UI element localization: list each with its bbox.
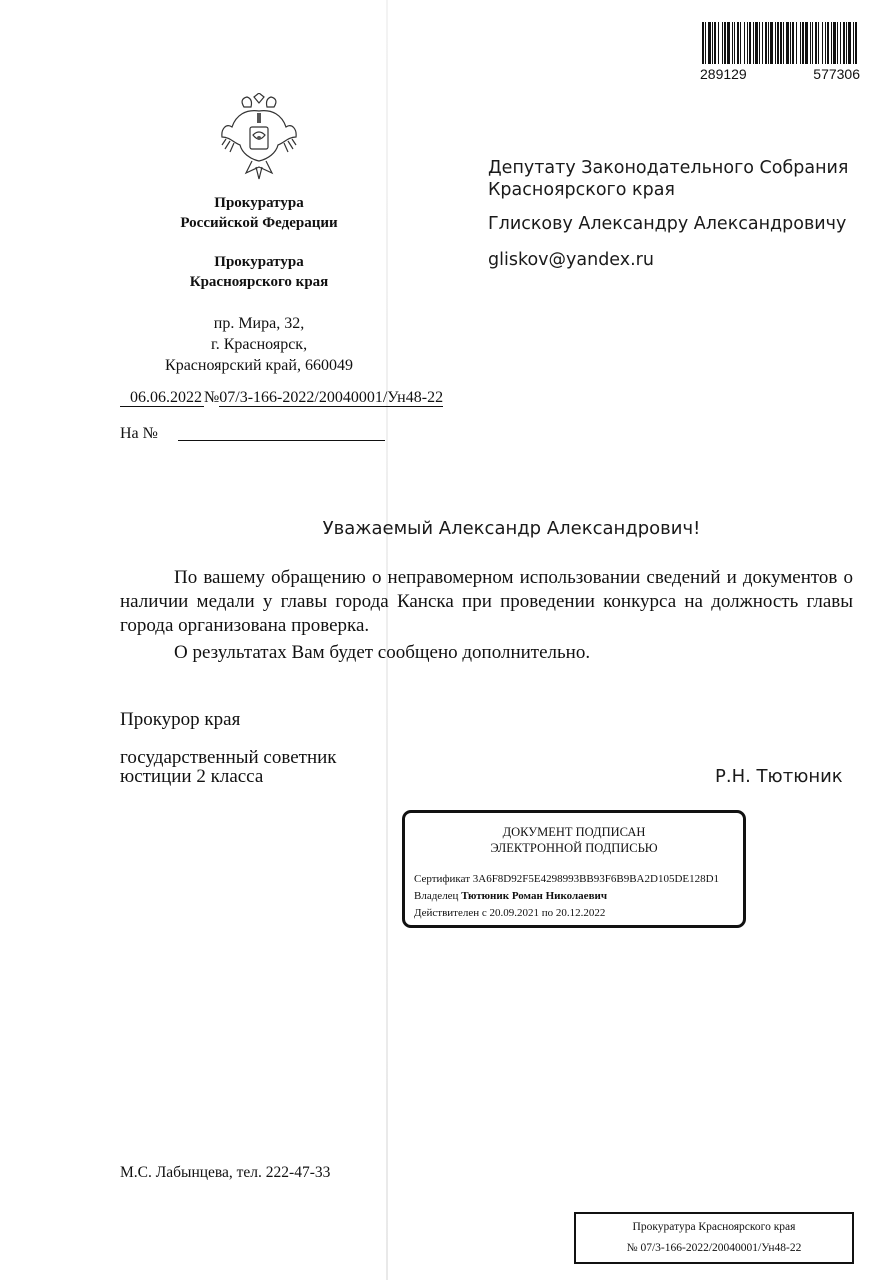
barcode-bar — [800, 22, 801, 64]
barcode-bar — [825, 22, 826, 64]
barcode-bar — [840, 22, 841, 64]
executor-contact: М.С. Лабынцева, тел. 222-47-33 — [120, 1164, 331, 1181]
barcode-bar — [775, 22, 776, 64]
barcode-bar — [831, 22, 832, 64]
barcode-bar — [753, 22, 754, 64]
barcode-bar — [848, 22, 851, 64]
org1-line2: Российской Федерации — [180, 215, 338, 231]
barcode-bar — [737, 22, 739, 64]
barcode-bar — [805, 22, 808, 64]
barcode-bar — [783, 22, 784, 64]
barcode-bar — [792, 22, 794, 64]
reference-blank — [178, 440, 385, 441]
issuer-address — [140, 313, 378, 376]
barcode-bar — [732, 22, 733, 64]
barcode-bar — [843, 22, 845, 64]
electronic-signature-stamp — [402, 810, 746, 928]
signer-rank-line2: юстиции 2 класса — [120, 766, 264, 787]
letter-paragraph-2: О результатах Вам будет сообщено дополнительно. — [174, 642, 591, 663]
barcode-numbers — [700, 66, 860, 82]
stamp-title-line2: ЭЛЕКТРОННОЙ ПОДПИСЬЮ — [490, 841, 658, 855]
stamp-title — [405, 824, 743, 856]
barcode-bar — [815, 22, 817, 64]
recipient-block — [488, 157, 858, 271]
barcode-bar — [822, 22, 823, 64]
outgoing-number: 07/3-166-2022/20040001/Ун48-22 — [219, 389, 444, 406]
issuer-regional-block — [140, 252, 378, 292]
valid-label: Действителен — [414, 907, 480, 919]
signer-rank-line1: государственный советник — [120, 747, 337, 768]
issuer-block — [140, 193, 378, 233]
signer-rank — [120, 748, 337, 786]
reference-line — [120, 423, 385, 444]
barcode-bar — [818, 22, 819, 64]
barcode-bar — [749, 22, 751, 64]
barcode-bar — [724, 22, 726, 64]
barcode-bar — [802, 22, 804, 64]
barcode-bar — [755, 22, 758, 64]
valid-to: 20.12.2022 — [555, 907, 606, 919]
valid-from-label: с — [481, 907, 487, 919]
barcode-bar — [765, 22, 767, 64]
barcode-bar — [812, 22, 813, 64]
stamp-owner-row — [414, 888, 719, 905]
barcode-bar — [855, 22, 857, 64]
letter-paragraph-1: По вашему обращению о неправомерном использовании сведений и документов о наличии медали у главы города Канска при проведении конкурса на должность главы города организована проверка. — [120, 567, 853, 636]
barcode-bar — [780, 22, 782, 64]
barcode-bar — [702, 22, 704, 64]
certificate-value: 3A6F8D92F5E4298993BB93F6B9BA2D105DE128D1 — [472, 873, 720, 885]
barcode-bar — [790, 22, 791, 64]
recipient-line2: Красноярского края — [488, 180, 675, 200]
paper-fold-line — [386, 0, 388, 1280]
barcode-bar — [718, 22, 719, 64]
recipient-email: gliskov@yandex.ru — [488, 250, 654, 270]
stamp-details — [414, 871, 719, 922]
barcode-bar — [747, 22, 748, 64]
barcode-bar — [762, 22, 763, 64]
outgoing-number-line — [120, 387, 443, 408]
barcode-bar — [744, 22, 745, 64]
reg-number: № 07/3-166-2022/20040001/Ун48-22 — [626, 1242, 802, 1254]
reference-label: На № — [120, 425, 158, 442]
address-line2: г. Красноярск, — [210, 336, 308, 353]
barcode-bar — [734, 22, 735, 64]
reg-org: Прокуратура Красноярского края — [632, 1221, 796, 1233]
barcode-bar — [837, 22, 838, 64]
stamp-certificate-row — [414, 871, 719, 888]
registration-stamp — [574, 1212, 854, 1264]
number-sign: № — [204, 389, 220, 406]
org2-line2: Красноярского края — [189, 274, 329, 290]
valid-to-label: по — [541, 907, 554, 919]
barcode-bar — [796, 22, 797, 64]
owner-label: Владелец — [414, 890, 459, 902]
barcode — [700, 22, 860, 70]
address-line3: Красноярский край, 660049 — [165, 357, 353, 374]
barcode-bar — [759, 22, 760, 64]
barcode-bar — [777, 22, 779, 64]
barcode-bar — [722, 22, 723, 64]
barcode-number-left: 289129 — [700, 66, 747, 82]
letter-greeting: Уважаемый Александр Александрович! — [322, 518, 701, 539]
barcode-bar — [727, 22, 730, 64]
barcode-bar — [770, 22, 773, 64]
signer-position: Прокурор края — [120, 709, 241, 730]
barcode-bar — [712, 22, 713, 64]
barcode-number-right: 577306 — [813, 66, 860, 82]
barcode-bar — [827, 22, 829, 64]
org1-line1: Прокуратура — [214, 195, 304, 211]
certificate-label: Сертификат — [414, 873, 470, 885]
barcode-bar — [853, 22, 854, 64]
barcode-bar — [833, 22, 836, 64]
barcode-bar — [705, 22, 706, 64]
barcode-bar — [786, 22, 789, 64]
barcode-bar — [714, 22, 716, 64]
barcode-bar — [740, 22, 741, 64]
barcode-bar — [708, 22, 711, 64]
barcode-bar — [810, 22, 811, 64]
valid-from: 20.09.2021 — [489, 907, 540, 919]
recipient-name: Глискову Александру Александровичу — [488, 214, 847, 234]
address-line1: пр. Мира, 32, — [213, 315, 305, 332]
outgoing-date: 06.06.2022 — [120, 389, 204, 407]
org2-line1: Прокуратура — [214, 254, 304, 270]
stamp-title-line1: ДОКУМЕНТ ПОДПИСАН — [502, 825, 646, 839]
barcode-bar — [846, 22, 847, 64]
stamp-validity-row — [414, 905, 719, 922]
coat-of-arms-icon — [218, 93, 300, 185]
signer-name: Р.Н. Тютюник — [715, 766, 843, 787]
barcode-bar — [768, 22, 769, 64]
owner-value: Тютюник Роман Николаевич — [461, 890, 608, 902]
recipient-line1: Депутату Законодательного Собрания — [488, 158, 849, 178]
